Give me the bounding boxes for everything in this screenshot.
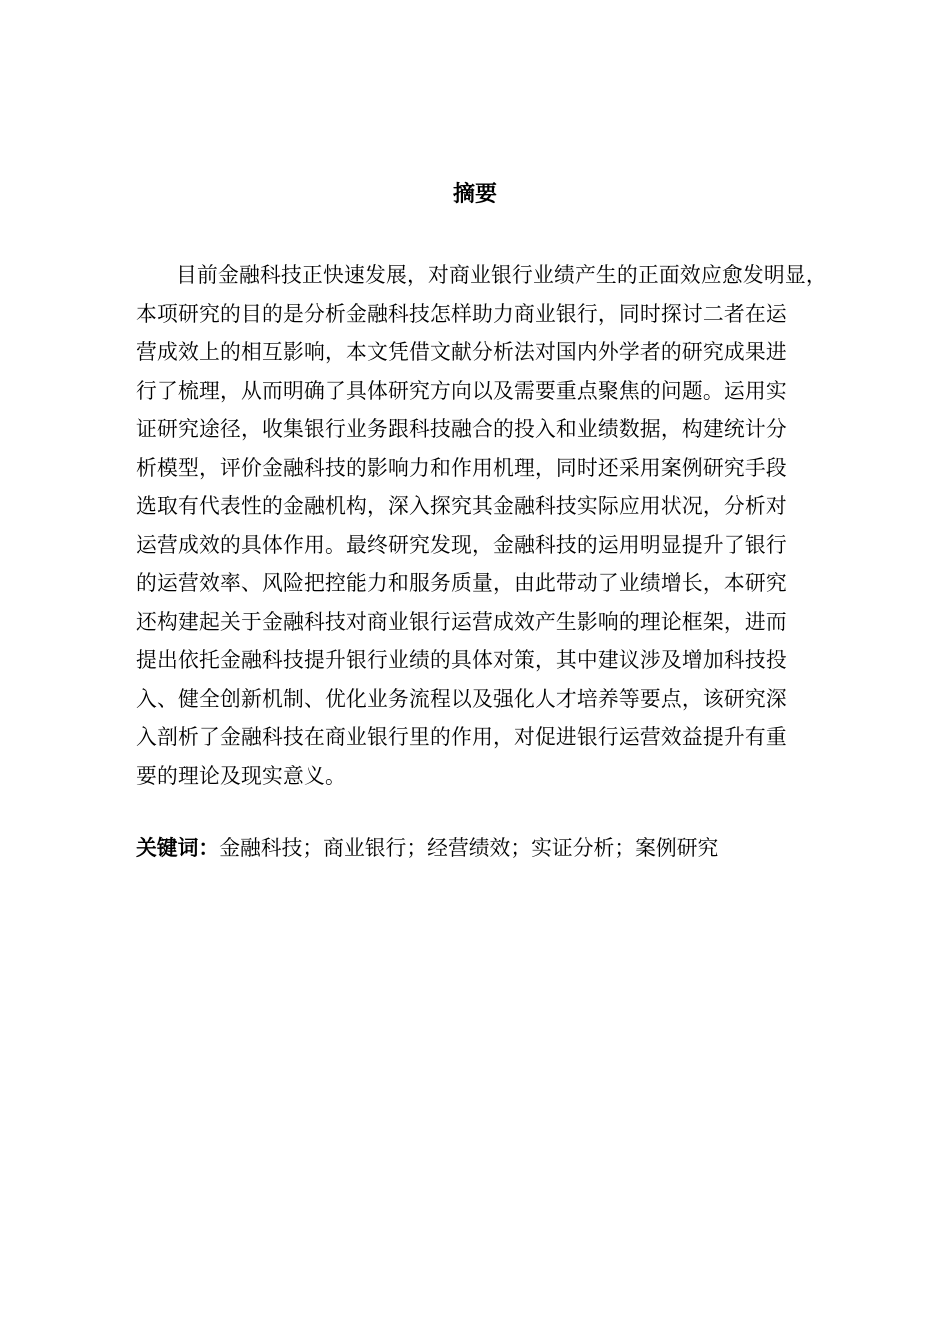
abstract-line: 目前金融科技正快速发展，对商业银行业绩产生的正面效应愈发明显， [176,263,827,287]
abstract-line: 要的理论及现实意义。 [136,763,346,788]
abstract-line: 营成效上的相互影响，本文凭借文献分析法对国内外学者的研究成果进 [136,340,787,364]
abstract-line: 提出依托金融科技提升银行业绩的具体对策，其中建议涉及增加科技投 [136,648,787,672]
abstract-line: 析模型，评价金融科技的影响力和作用机理，同时还采用案例研究手段 [136,455,787,480]
abstract-line: 入剖析了金融科技在商业银行里的作用，对促进银行运营效益提升有重 [136,725,787,749]
abstract-line: 行了梳理，从而明确了具体研究方向以及需要重点聚焦的问题。运用实 [136,378,787,403]
abstract-line: 本项研究的目的是分析金融科技怎样助力商业银行，同时探讨二者在运 [136,301,787,326]
page-title: 摘要 [452,182,497,207]
abstract-line: 入、健全创新机制、优化业务流程以及强化人才培养等要点，该研究深 [136,686,787,711]
abstract-paragraph [136,256,852,795]
abstract-line: 运营成效的具体作用。最终研究发现，金融科技的运用明显提升了银行 [136,532,787,557]
keywords-label: 关键词： [136,836,220,860]
keywords-text: 金融科技；商业银行；经营绩效；实证分析；案例研究 [219,836,719,860]
abstract-line: 的运营效率、风险把控能力和服务质量，由此带动了业绩增长，本研究 [136,571,787,595]
abstract-line: 证研究途径，收集银行业务跟科技融合的投入和业绩数据，构建统计分 [136,417,787,441]
abstract-line: 还构建起关于金融科技对商业银行运营成效产生影响的理论框架，进而 [136,609,787,634]
keywords-line [136,829,852,867]
abstract-line: 选取有代表性的金融机构，深入探究其金融科技实际应用状况，分析对 [136,494,787,518]
